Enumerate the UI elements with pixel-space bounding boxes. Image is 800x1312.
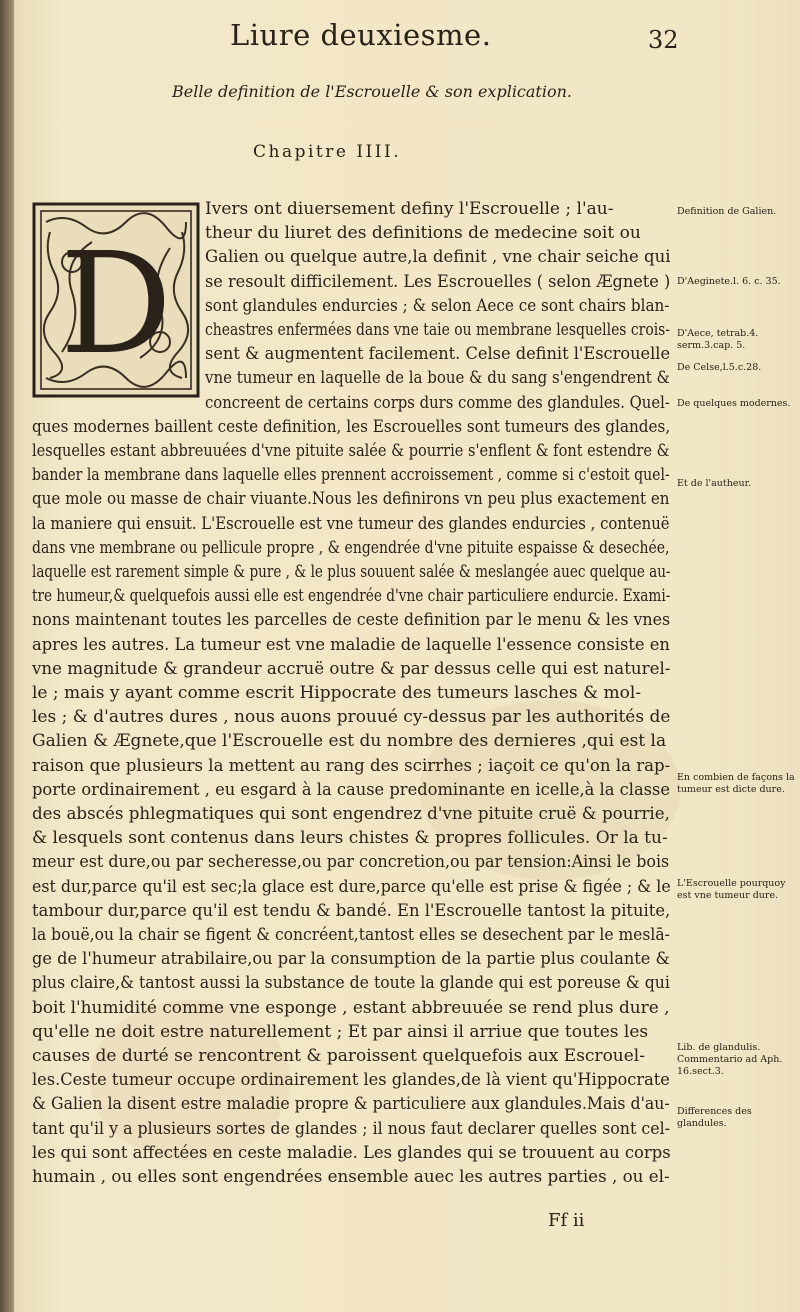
decorated-initial	[32, 202, 200, 398]
margin-note: Lib. de glandulis. Commentario ad Aph. 16.sect.3.	[677, 1042, 783, 1077]
text-line: les.Ceste tumeur occupe ordinairement les glandes,de là vient qu'Hippocrate	[32, 1070, 670, 1091]
text-line: les qui sont affectées en ceste maladie. Les glandes qui se trouuent au corps	[32, 1142, 671, 1163]
text-line: lesquelles estant abbreuuées d'vne pituite salée & pourrie s'enflent & font estendre &	[32, 441, 670, 461]
text-line: les ; & d'autres dures , nous auons prouué cy-dessus par les authorités de	[32, 707, 670, 728]
text-line: sent & augmentent facilement. Celse definit l'Escrouelle	[205, 344, 671, 365]
text-line: boit l'humidité comme vne esponge , estant abbreuuée se rend plus dure ,	[32, 997, 670, 1018]
margin-note: De quelques modernes.	[677, 398, 791, 409]
text-line: dans vne membrane ou pellicule propre , & engendrée d'vne pituite espaisse & desechée,	[32, 537, 670, 558]
text-line: raison que plusieurs la mettent au rang des scirrhes ; iaçoit ce qu'on la rap-	[32, 755, 670, 776]
text-line: laquelle est rarement simple & pure , & le plus souuent salée & meslangée auec quelque au-	[32, 562, 671, 582]
text-line: est dur,parce qu'il est sec;la glace est dure,parce qu'elle est prise & figée ; & le	[32, 876, 671, 897]
signature-mark: Ff ii	[548, 1210, 585, 1231]
text-line: vne magnitude & grandeur accruë outre & par dessus celle qui est naturel-	[32, 658, 670, 679]
text-line: des abscés phlegmatiques qui sont engendrez d'vne pituite cruë & pourrie,	[32, 804, 670, 824]
text-line: Ivers ont diuersement definy l'Escrouelle ; l'au-	[205, 199, 614, 219]
text-line: ge de l'humeur atrabilaire,ou par la consumption de la partie plus coulante &	[32, 949, 670, 970]
text-line: se resoult difficilement. Les Escrouelles ( selon Ægnete )	[205, 271, 671, 292]
text-line: & Galien la disent estre maladie propre & particuliere aux glandules.Mais d'au-	[32, 1094, 670, 1115]
text-line: sont glandules endurcies ; & selon Aece ce sont chairs blan-	[205, 295, 670, 316]
text-line: plus claire,& tantost aussi la substance de toute la glande qui est poreuse & qui	[32, 973, 670, 994]
text-line: vne tumeur en laquelle de la boue & du sang s'engendrent &	[205, 368, 670, 389]
text-line: la maniere qui ensuit. L'Escrouelle est vne tumeur des glandes endurcies , contenuë	[32, 513, 670, 534]
text-line: Galien ou quelque autre,la definit , vne chair seiche qui	[205, 247, 671, 268]
book-spine	[0, 0, 14, 1312]
text-line: que mole ou masse de chair viuante.Nous les definirons vn peu plus exactement en	[32, 489, 670, 510]
text-line: la bouë,ou la chair se figent & concréent,tantost elles se desechent par le meslā-	[32, 925, 670, 945]
running-head: Liure deuxiesme.	[230, 18, 492, 52]
text-line: tre humeur,& quelquefois aussi elle est engendrée d'vne chair particuliere endurcie. Exami-	[32, 586, 671, 607]
margin-note: En combien de façons la tumeur est dicte dure.	[677, 772, 795, 795]
text-line: nons maintenant toutes les parcelles de ceste definition par le menu & les vnes	[32, 610, 670, 631]
margin-note: Definition de Galien.	[677, 206, 777, 217]
margin-note: Differences des glandules.	[677, 1106, 752, 1129]
text-line: humain , ou elles sont engendrées ensemble auec les autres parties , ou el-	[32, 1167, 670, 1187]
text-line: le ; mais y ayant comme escrit Hippocrate des tumeurs lasches & mol-	[32, 683, 642, 703]
text-line: cheastres enfermées dans vne taie ou membrane lesquelles crois-	[205, 320, 671, 340]
text-line: causes de durté se rencontrent & paroissent quelquefois aux Escrouel-	[32, 1046, 645, 1066]
margin-note: De Celse,l.5.c.28.	[677, 362, 762, 373]
chapter-subtitle: Belle definition de l'Escrouelle & son explication.	[172, 82, 572, 101]
text-line: tambour dur,parce qu'il est tendu & bandé. En l'Escrouelle tantost la pituite,	[32, 900, 670, 921]
text-line: & lesquels sont contenus dans leurs chistes & propres follicules. Or la tu-	[32, 828, 668, 849]
text-line: apres les autres. La tumeur est vne maladie de laquelle l'essence consiste en	[32, 634, 670, 655]
text-line: theur du liuret des definitions de medecine soit ou	[205, 223, 641, 244]
text-line: bander la membrane dans laquelle elles prennent accroissement , comme si c'estoit quel-	[32, 465, 670, 486]
text-line: meur est dure,ou par secheresse,ou par concretion,ou par tension:Ainsi le bois	[32, 852, 670, 873]
text-line: tant qu'il y a plusieurs sortes de glandes ; il nous faut declarer quelles sont cel-	[32, 1118, 670, 1139]
drop-cap-letter: D	[59, 223, 173, 386]
text-line: ques modernes baillent ceste definition, les Escrouelles sont tumeurs des glandes,	[32, 416, 670, 437]
text-line: porte ordinairement , eu esgard à la cause predominante en icelle,à la classe	[32, 779, 671, 800]
margin-note: D'Aeginete.l. 6. c. 35.	[677, 276, 781, 287]
margin-note: L'Escrouelle pourquoy est vne tumeur dure.	[677, 878, 786, 901]
text-line: concreent de certains corps durs comme des glandules. Quel-	[205, 392, 670, 413]
page-number: 32	[648, 26, 679, 54]
margin-note: Et de l'autheur.	[677, 478, 752, 489]
chapter-heading: Chapitre IIII.	[253, 142, 402, 162]
text-line: qu'elle ne doit estre naturellement ; Et par ainsi il arriue que toutes les	[32, 1021, 649, 1042]
text-line: Galien & Ægnete,que l'Escrouelle est du nombre des dernieres ,qui est la	[32, 731, 667, 752]
margin-note: D'Aece, tetrab.4. serm.3.cap. 5.	[677, 328, 759, 351]
